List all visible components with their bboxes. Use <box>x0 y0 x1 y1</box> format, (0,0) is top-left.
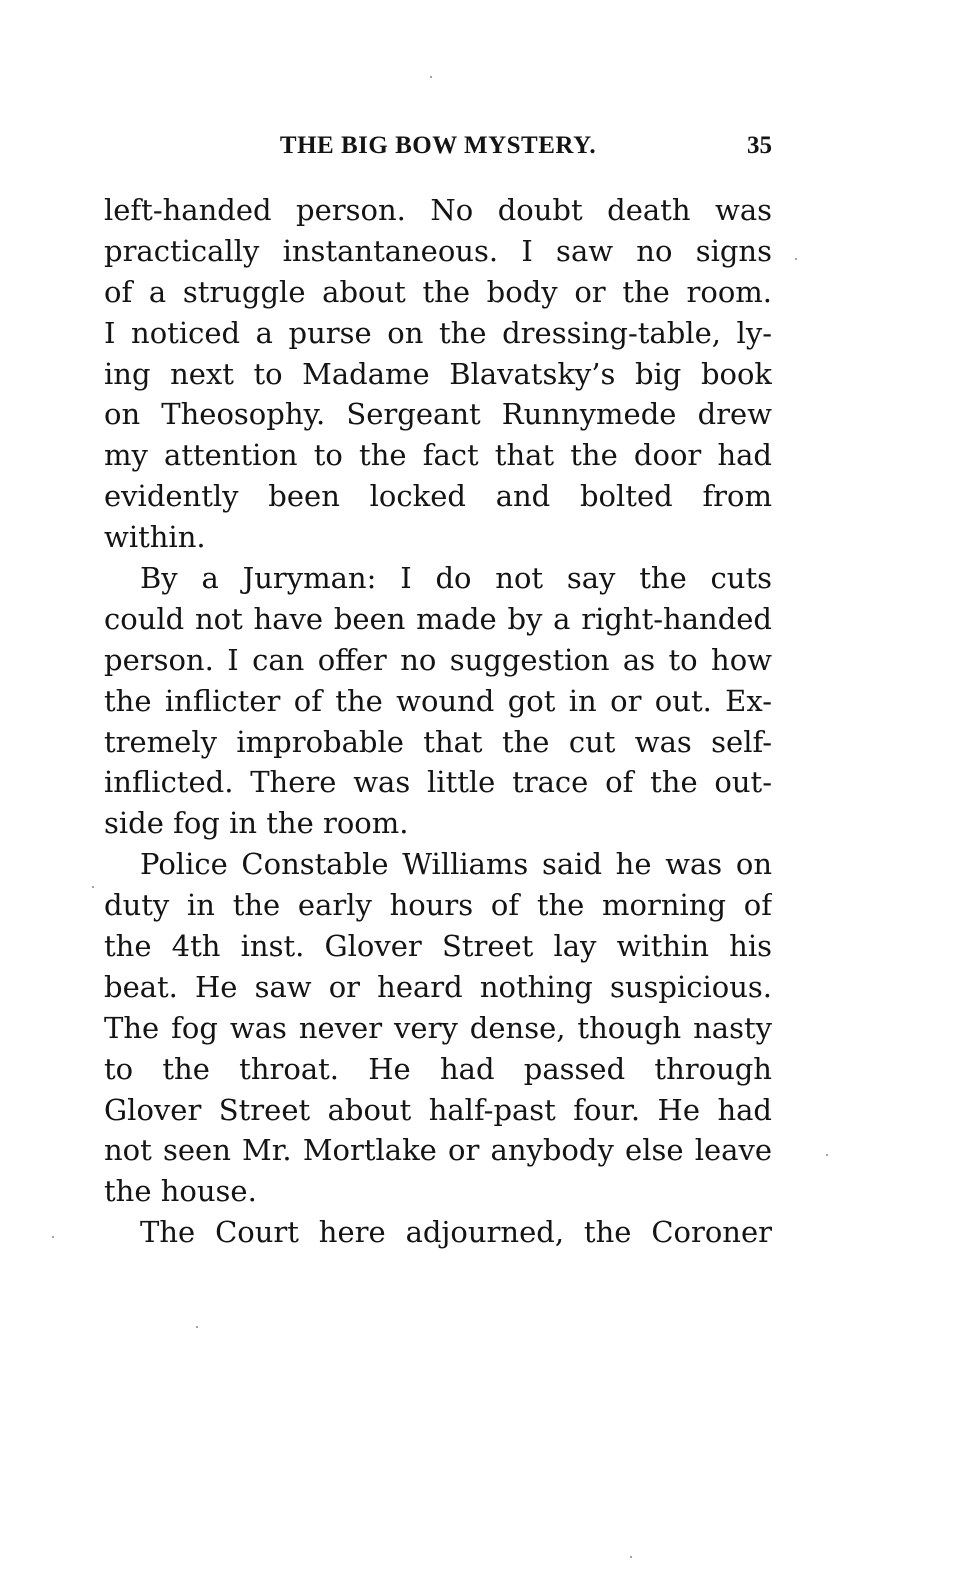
scan-speck <box>196 1326 198 1328</box>
text-line: to the throat. He had passed through <box>104 1051 772 1086</box>
text-line: ing next to Madame Blavatsky’s big book <box>104 356 772 391</box>
page-header <box>104 128 772 164</box>
text-line: not seen Mr. Mortlake or anybody else leave <box>104 1133 772 1168</box>
text-line: left-handed person. No doubt death was <box>104 193 772 227</box>
scan-speck <box>630 1556 632 1558</box>
scan-speck <box>92 886 94 888</box>
text-line: the 4th inst. Glover Street lay within his <box>104 929 772 964</box>
text-line: side fog in the room. <box>104 806 409 841</box>
text-line: my attention to the fact that the door had <box>104 438 772 473</box>
text-line: of a struggle about the body or the room. <box>104 274 772 309</box>
text-line: inflicted. There was little trace of the out- <box>104 765 772 800</box>
text-line: evidently been locked and bolted from <box>104 479 772 514</box>
text-line: The fog was never very dense, though nasty <box>104 1010 772 1045</box>
text-line: duty in the early hours of the morning of <box>104 888 772 923</box>
text-line: Glover Street about half-past four. He had <box>104 1092 772 1127</box>
page-number: 35 <box>747 132 772 159</box>
text-line: Police Constable Williams said he was on <box>140 847 772 882</box>
text-line: The Court here adjourned, the Coroner <box>140 1215 772 1250</box>
scan-speck <box>52 1236 54 1238</box>
text-line: could not have been made by a right-handed <box>104 601 772 636</box>
scan-speck <box>430 76 432 78</box>
text-line: tremely improbable that the cut was self- <box>104 724 772 759</box>
text-line: on Theosophy. Sergeant Runnymede drew <box>104 397 772 432</box>
text-line: By a Juryman: I do not say the cuts <box>140 561 772 596</box>
text-line: the inflicter of the wound got in or out. Ex- <box>104 683 772 718</box>
body-text <box>104 190 772 1253</box>
scan-speck <box>795 258 797 260</box>
scan-speck <box>826 1154 828 1156</box>
text-line: I noticed a purse on the dressing-table, ly- <box>104 315 772 350</box>
text-line: the house. <box>104 1174 257 1209</box>
text-line: practically instantaneous. I saw no signs <box>104 233 772 268</box>
text-line: within. <box>104 520 206 555</box>
text-line: person. I can offer no suggestion as to how <box>104 642 772 677</box>
text-line: beat. He saw or heard nothing suspicious. <box>104 969 772 1004</box>
running-title: THE BIG BOW MYSTERY. <box>279 132 597 159</box>
